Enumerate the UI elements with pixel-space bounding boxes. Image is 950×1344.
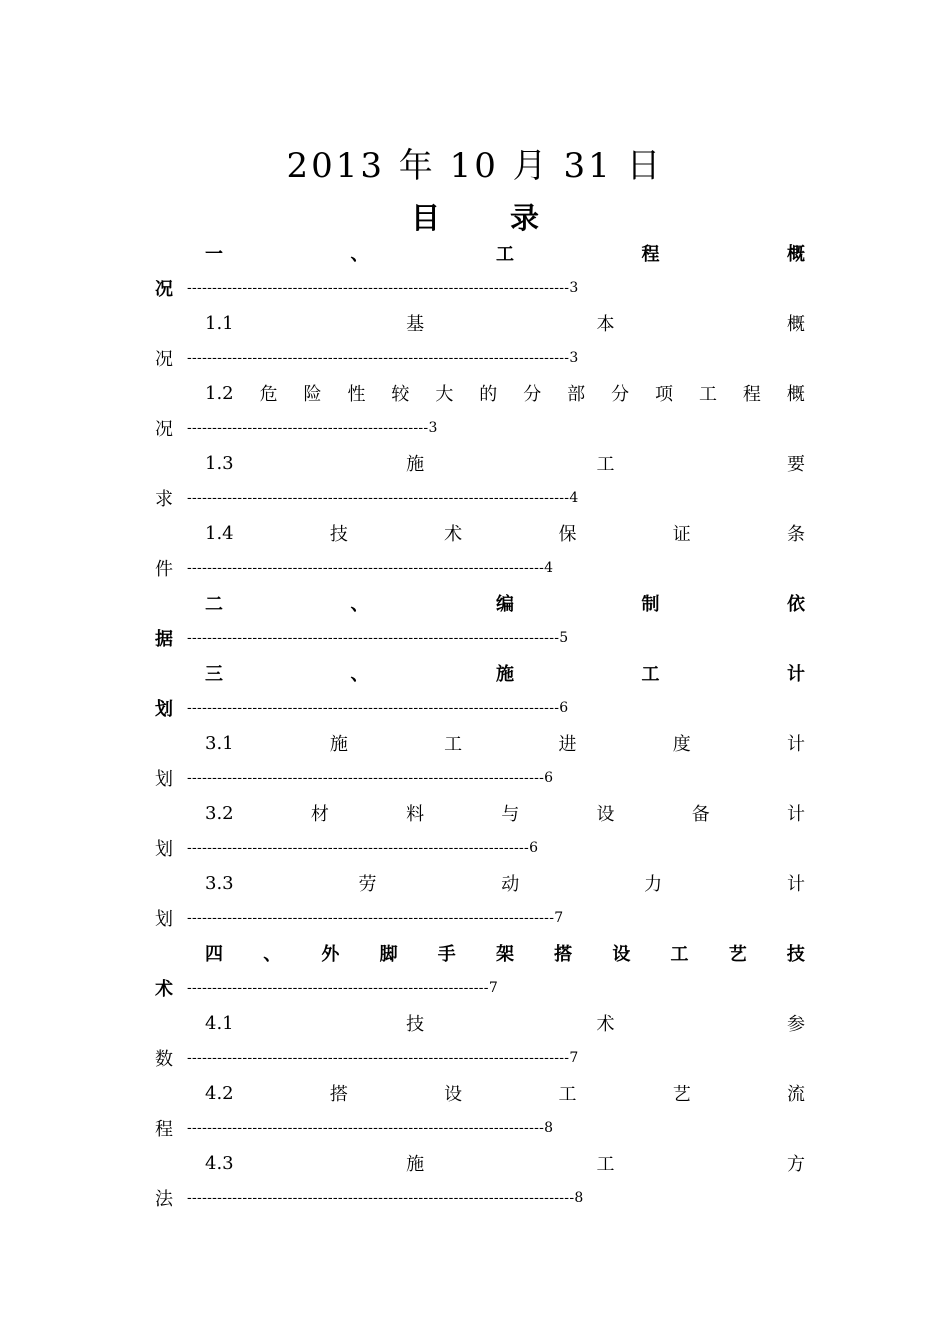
- toc-heading-char: 概: [787, 314, 805, 335]
- toc-heading-char: 、: [263, 944, 282, 965]
- toc-heading-last-char: 况: [155, 279, 173, 300]
- toc-heading-last-char: 数: [155, 1049, 173, 1070]
- toc-heading-char: 的: [479, 384, 498, 405]
- toc-page-leader: -------------------------------------------------------------------------7: [187, 910, 564, 926]
- toc-heading-char: 、: [350, 664, 369, 685]
- toc-heading-char: 方: [787, 1154, 805, 1175]
- toc-entry-leader-line: [155, 690, 568, 726]
- toc-entry-leader-line: [155, 410, 438, 446]
- toc-heading-char: 计: [786, 804, 805, 825]
- toc-heading-char: 4.1: [205, 1012, 234, 1034]
- toc-heading-char: 编: [496, 594, 514, 615]
- toc-entry-heading: [205, 865, 805, 901]
- toc-entry-leader-line: [155, 480, 579, 516]
- toc-entry-heading: [205, 795, 805, 831]
- toc-heading-char: 施: [329, 734, 348, 755]
- toc-heading-last-char: 况: [155, 419, 173, 440]
- toc-heading-char: 计: [786, 874, 805, 895]
- toc-entry-heading: [205, 375, 805, 411]
- toc-heading-char: 施: [406, 454, 425, 475]
- toc-heading-char: 要: [787, 454, 805, 475]
- toc-heading-char: 技: [786, 944, 805, 965]
- toc-entry-heading: [205, 445, 805, 481]
- toc-heading-char: 技: [406, 1014, 425, 1035]
- toc-heading-last-char: 件: [155, 559, 173, 580]
- toc-entry-leader-line: [155, 270, 579, 306]
- toc-entry-leader-line: [155, 970, 498, 1006]
- toc-heading-char: 四: [205, 944, 223, 965]
- toc-heading-char: 施: [406, 1154, 425, 1175]
- toc-heading-char: 本: [596, 314, 615, 335]
- toc-heading-char: 分: [611, 384, 630, 405]
- toc-heading-char: 施: [496, 664, 514, 685]
- toc-entry-leader-line: [155, 760, 553, 796]
- toc-page-leader: ----------------------------------------------------------------------------7: [187, 1050, 579, 1066]
- toc-heading-last-char: 程: [155, 1119, 173, 1140]
- toc-heading-last-char: 据: [155, 629, 173, 650]
- toc-page-leader: --------------------------------------------------------------------------5: [187, 630, 569, 646]
- toc-heading-char: 险: [303, 384, 322, 405]
- toc-heading-char: 设: [596, 804, 615, 825]
- toc-page-leader: --------------------------------------------------------------------------6: [187, 700, 569, 716]
- toc-heading-char: 参: [787, 1014, 805, 1035]
- document-date: 2013 年 10 月 31 日: [286, 146, 664, 186]
- toc-heading-char: 劳: [358, 874, 377, 895]
- toc-entry-heading: [205, 655, 805, 691]
- toc-entry[interactable]: [155, 515, 805, 585]
- toc-entry-leader-line: [155, 1040, 579, 1076]
- toc-heading-char: 概: [786, 384, 805, 405]
- toc-heading-char: 外: [321, 944, 340, 965]
- table-of-contents: [155, 235, 805, 1215]
- toc-heading-char: 二: [205, 594, 223, 615]
- toc-heading-char: 3.3: [205, 872, 234, 894]
- toc-entry[interactable]: [155, 1145, 805, 1215]
- toc-entry-heading: [205, 585, 805, 621]
- toc-heading-char: 3.2: [205, 802, 234, 824]
- toc-heading-char: 证: [672, 524, 691, 545]
- toc-entry-heading: [205, 305, 805, 341]
- toc-heading-char: 条: [786, 524, 805, 545]
- toc-heading-char: 力: [644, 874, 663, 895]
- toc-entry-leader-line: [155, 550, 553, 586]
- toc-heading-last-char: 划: [155, 769, 173, 790]
- toc-page-leader: -----------------------------------------------------------------------6: [187, 770, 554, 786]
- toc-page-leader: ----------------------------------------------------------------------------4: [187, 490, 579, 506]
- toc-entry[interactable]: [155, 305, 805, 375]
- toc-entry-leader-line: [155, 830, 538, 866]
- toc-heading-char: 分: [523, 384, 542, 405]
- toc-heading-char: 一: [205, 244, 223, 265]
- toc-heading-char: 手: [437, 944, 456, 965]
- toc-heading-last-char: 划: [155, 839, 173, 860]
- toc-entry[interactable]: [155, 725, 805, 795]
- toc-heading-char: 备: [691, 804, 710, 825]
- toc-page-leader: -----------------------------------------------------------------------8: [187, 1120, 554, 1136]
- toc-page-leader: -----------------------------------------------------------------------4: [187, 560, 554, 576]
- toc-entry-heading: [205, 235, 805, 271]
- toc-heading-char: 脚: [379, 944, 398, 965]
- toc-entry-heading: [205, 935, 805, 971]
- toc-entry[interactable]: [155, 375, 805, 445]
- toc-heading-char: 较: [391, 384, 410, 405]
- toc-entry-heading: [205, 1145, 805, 1181]
- toc-entry[interactable]: [155, 235, 805, 305]
- toc-entry-heading: [205, 515, 805, 551]
- toc-heading-char: 工: [670, 944, 689, 965]
- toc-entry[interactable]: [155, 865, 805, 935]
- toc-heading-char: 基: [406, 314, 425, 335]
- toc-heading-char: 1.2: [205, 382, 234, 404]
- toc-heading-char: 艺: [728, 944, 747, 965]
- toc-title: 目 录: [410, 201, 570, 235]
- toc-entry[interactable]: [155, 935, 805, 1005]
- toc-heading-char: 三: [205, 664, 223, 685]
- toc-heading-char: 工: [698, 384, 717, 405]
- toc-heading-char: 工: [444, 734, 463, 755]
- toc-heading-char: 依: [787, 594, 805, 615]
- toc-heading-char: 工: [596, 454, 615, 475]
- toc-entry-leader-line: [155, 1180, 584, 1216]
- toc-heading-char: 危: [259, 384, 278, 405]
- toc-heading-char: 料: [406, 804, 425, 825]
- toc-entry-heading: [205, 1005, 805, 1041]
- toc-heading-char: 概: [787, 244, 805, 265]
- toc-entry-leader-line: [155, 620, 568, 656]
- toc-entry[interactable]: [155, 445, 805, 515]
- toc-heading-char: 动: [501, 874, 520, 895]
- toc-heading-char: 计: [786, 734, 805, 755]
- toc-heading-last-char: 术: [155, 979, 173, 1000]
- toc-heading-char: 流: [786, 1084, 805, 1105]
- toc-entry[interactable]: [155, 585, 805, 655]
- toc-entry-leader-line: [155, 340, 579, 376]
- toc-heading-char: 3.1: [205, 732, 234, 754]
- toc-heading-char: 1.4: [205, 522, 234, 544]
- toc-entry[interactable]: [155, 1075, 805, 1145]
- toc-entry-heading: [205, 725, 805, 761]
- toc-heading-char: 与: [501, 804, 520, 825]
- toc-entry[interactable]: [155, 1005, 805, 1075]
- toc-heading-char: 、: [350, 244, 369, 265]
- toc-heading-char: 计: [787, 664, 805, 685]
- toc-heading-char: 度: [672, 734, 691, 755]
- toc-heading-char: 设: [612, 944, 631, 965]
- toc-heading-char: 术: [596, 1014, 615, 1035]
- toc-heading-char: 工: [496, 244, 514, 265]
- toc-heading-last-char: 划: [155, 699, 173, 720]
- toc-heading-last-char: 法: [155, 1189, 173, 1210]
- toc-page-leader: ------------------------------------------------------------7: [187, 980, 499, 996]
- toc-heading-last-char: 划: [155, 909, 173, 930]
- toc-heading-char: 保: [558, 524, 577, 545]
- toc-heading-char: 1.1: [205, 312, 234, 334]
- toc-heading-char: 项: [655, 384, 674, 405]
- toc-heading-char: 技: [329, 524, 348, 545]
- toc-page-leader: ----------------------------------------------------------------------------3: [187, 280, 579, 296]
- toc-heading-char: 材: [310, 804, 329, 825]
- toc-heading-char: 制: [641, 594, 660, 615]
- toc-heading-char: 工: [641, 664, 660, 685]
- toc-heading-char: 程: [641, 244, 660, 265]
- toc-heading-char: 工: [558, 1084, 577, 1105]
- toc-heading-char: 程: [742, 384, 761, 405]
- toc-heading-char: 工: [596, 1154, 615, 1175]
- toc-heading-char: 艺: [672, 1084, 691, 1105]
- toc-entry-leader-line: [155, 1110, 553, 1146]
- toc-heading-char: 4.3: [205, 1152, 234, 1174]
- toc-page-leader: ----------------------------------------------------------------------------3: [187, 350, 579, 366]
- toc-heading-char: 、: [350, 594, 369, 615]
- toc-heading-char: 4.2: [205, 1082, 234, 1104]
- toc-heading-char: 架: [495, 944, 514, 965]
- toc-heading-char: 术: [444, 524, 463, 545]
- toc-heading-char: 1.3: [205, 452, 234, 474]
- toc-entry-leader-line: [155, 900, 563, 936]
- toc-entry-heading: [205, 1075, 805, 1111]
- toc-heading-char: 性: [347, 384, 366, 405]
- toc-page-leader: --------------------------------------------------------------------6: [187, 840, 539, 856]
- toc-heading-char: 搭: [554, 944, 573, 965]
- toc-page-leader: ------------------------------------------------3: [187, 420, 438, 436]
- toc-heading-last-char: 况: [155, 349, 173, 370]
- toc-entry[interactable]: [155, 795, 805, 865]
- toc-entry[interactable]: [155, 655, 805, 725]
- toc-heading-char: 大: [435, 384, 454, 405]
- toc-page-leader: -----------------------------------------------------------------------------8: [187, 1190, 584, 1206]
- toc-heading-char: 部: [567, 384, 586, 405]
- toc-heading-char: 设: [444, 1084, 463, 1105]
- toc-heading-char: 进: [558, 734, 577, 755]
- toc-heading-last-char: 求: [155, 489, 173, 510]
- toc-heading-char: 搭: [329, 1084, 348, 1105]
